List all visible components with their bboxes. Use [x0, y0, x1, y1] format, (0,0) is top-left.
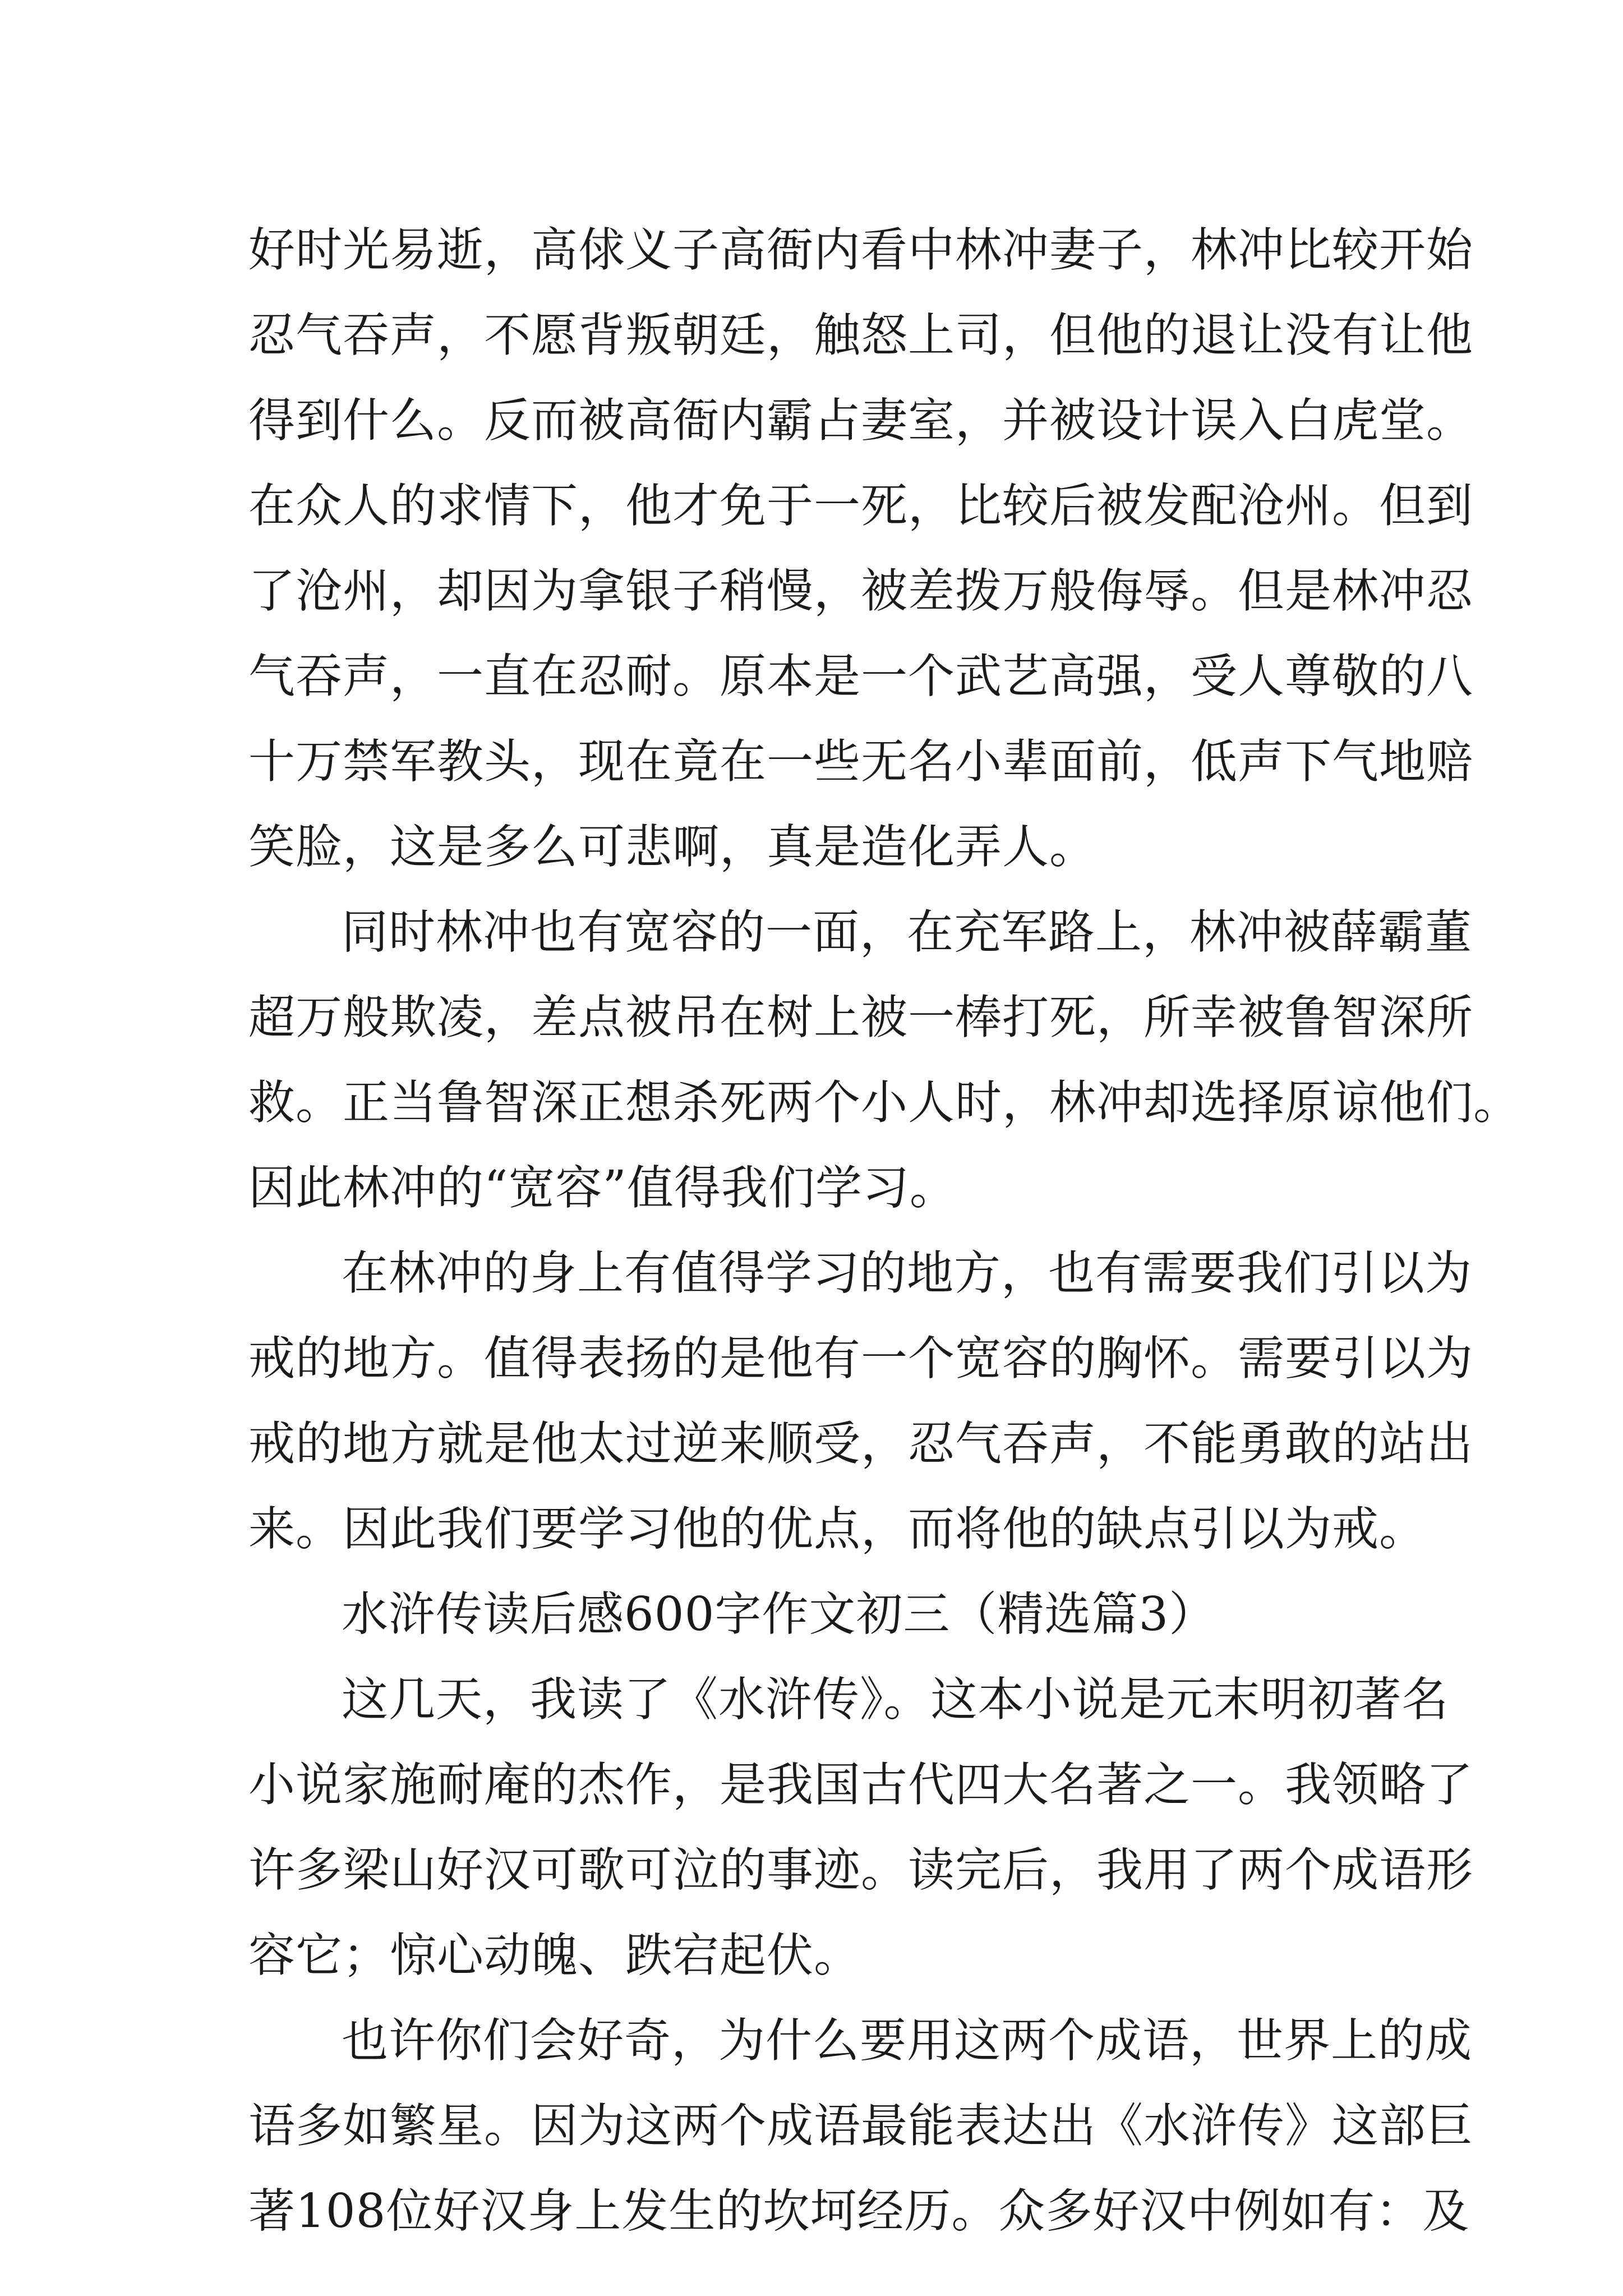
text-line: 著108位好汉身上发生的坎坷经历。众多好汉中例如有：及 — [248, 2184, 1470, 2238]
text-line: 语多如繁星。因为这两个成语最能表达出《水浒传》这部巨 — [248, 2099, 1473, 2153]
text-line: 笑脸，这是多么可悲啊，真是造化弄人。 — [248, 820, 1096, 874]
text-line: 了沧州，却因为拿银子稍慢，被差拨万般侮辱。但是林冲忍 — [248, 564, 1473, 618]
text-line: 来。因此我们要学习他的优点，而将他的缺点引以为戒。 — [248, 1502, 1426, 1556]
text-line: 容它；惊心动魄、跌宕起伏。 — [248, 1928, 861, 1982]
text-line: 小说家施耐庵的杰作，是我国古代四大名著之一。我领略了 — [248, 1757, 1473, 1812]
paragraph — [248, 1657, 1473, 1998]
text-line: 救。正当鲁智深正想杀死两个小人时，林冲却选择原谅他们。 — [248, 1075, 1520, 1130]
paragraph — [248, 890, 1520, 1231]
text-line: 这几天，我读了《水浒传》。这本小说是元末明初著名 — [342, 1672, 1449, 1727]
text-line: 超万般欺凌，差点被吊在树上被一棒打死，所幸被鲁智深所 — [248, 990, 1473, 1045]
document-body — [248, 208, 1520, 2254]
text-line: 十万禁军教头，现在竟在一些无名小辈面前，低声下气地赔 — [248, 734, 1473, 789]
text-line: 许多梁山好汉可歌可泣的事迹。读完后，我用了两个成语形 — [248, 1843, 1473, 1897]
text-line: 在众人的求情下，他才免于一死，比较后被发配沧州。但到 — [248, 478, 1473, 533]
text-line: 好时光易逝，高俅义子高衙内看中林冲妻子，林冲比较开始 — [248, 223, 1473, 277]
text-line: 气吞声，一直在忍耐。原本是一个武艺高强，受人尊敬的八 — [248, 649, 1473, 703]
paragraph — [248, 1231, 1473, 1572]
paragraph — [248, 1998, 1473, 2254]
text-line: 得到什么。反而被高衙内霸占妻室，并被设计误入白虎堂。 — [248, 393, 1473, 448]
paragraph — [248, 208, 1473, 890]
text-line: 在林冲的身上有值得学习的地方，也有需要我们引以为 — [342, 1246, 1472, 1300]
text-line: 戒的地方。值得表扬的是他有一个宽容的胸怀。需要引以为 — [248, 1331, 1473, 1386]
text-line: 戒的地方就是他太过逆来顺受，忍气吞声，不能勇敢的站出 — [248, 1416, 1473, 1471]
section-heading: 水浒传读后感600字作文初三（精选篇3） — [342, 1587, 1216, 1641]
text-line: 同时林冲也有宽容的一面，在充军路上，林冲被薛霸董 — [342, 905, 1472, 959]
text-line: 忍气吞声，不愿背叛朝廷，触怒上司，但他的退让没有让他 — [248, 308, 1473, 362]
text-line: 也许你们会好奇，为什么要用这两个成语，世界上的成 — [342, 2013, 1472, 2068]
text-line: 因此林冲的“宽容”值得我们学习。 — [248, 1161, 957, 1215]
